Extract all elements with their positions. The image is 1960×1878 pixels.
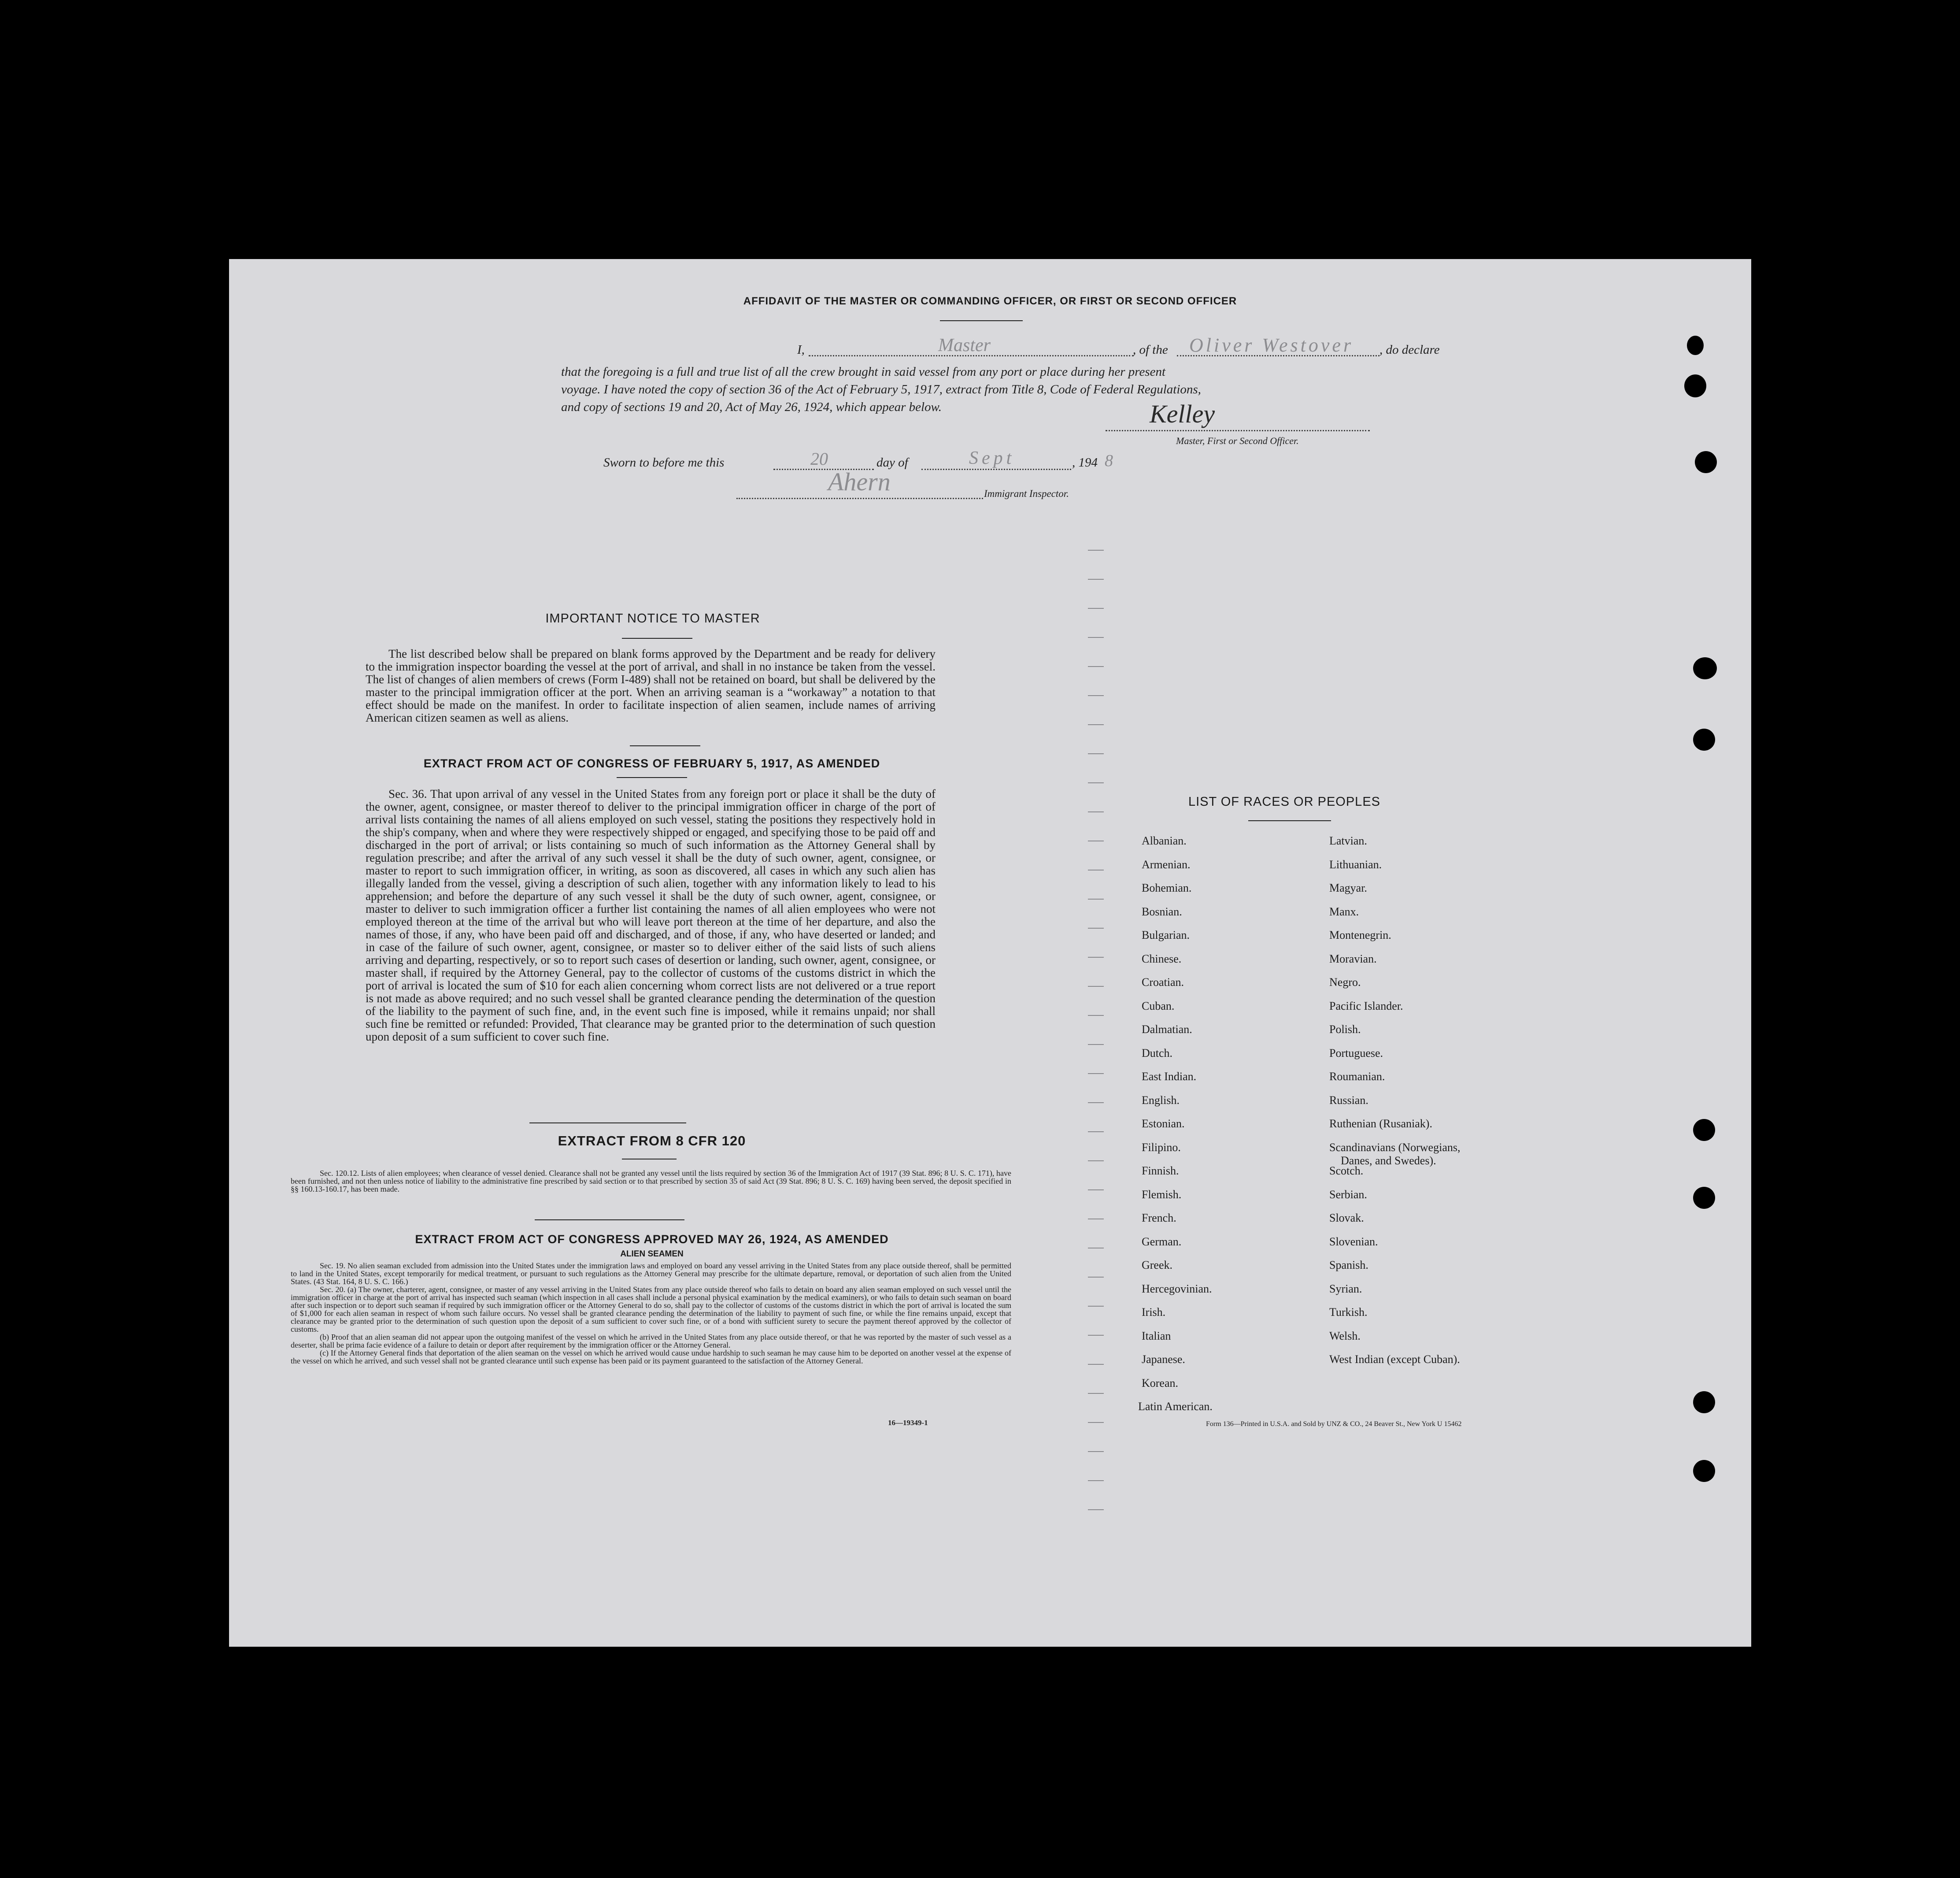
race-item: Danes, and Swedes). [1341, 1154, 1436, 1167]
tick-mark [1088, 928, 1104, 929]
race-item: Chinese. [1142, 952, 1182, 965]
race-item: Croatian. [1142, 976, 1184, 989]
race-item: Portuguese. [1329, 1046, 1383, 1059]
signature-caption: Master, First or Second Officer. [1176, 435, 1299, 446]
tick-mark [1088, 1422, 1104, 1423]
day-handwritten: 20 [810, 449, 828, 469]
race-item: Pacific Islander. [1329, 999, 1403, 1012]
race-item: Montenegrin. [1329, 929, 1391, 941]
of-the-label: , of the [1133, 343, 1168, 357]
month-handwritten: Sept [969, 448, 1015, 468]
races-rule [1248, 820, 1331, 821]
race-item: Moravian. [1329, 952, 1377, 965]
race-item: Dutch. [1142, 1046, 1173, 1059]
tick-mark [1088, 1306, 1104, 1307]
race-item: German. [1142, 1235, 1182, 1248]
cfr-end-rule [535, 1219, 684, 1220]
act1924-text [291, 1262, 1011, 1365]
race-item: Latvian. [1329, 834, 1367, 847]
year-handwritten: 8 [1105, 452, 1113, 470]
tick-mark [1088, 811, 1104, 812]
race-item: Irish. [1142, 1306, 1166, 1319]
race-item: Polish. [1329, 1023, 1361, 1036]
race-item: Italian [1142, 1329, 1171, 1342]
sworn-label: Sworn to before me this [603, 456, 725, 470]
act1924-title: EXTRACT FROM ACT OF CONGRESS APPROVED MAY 26, 1924, AS AMENDED [415, 1233, 889, 1246]
tick-mark [1088, 608, 1104, 609]
race-item: Filipino. [1142, 1141, 1181, 1154]
act1924-sec20c: (c) If the Attorney General finds that deportation of the alien seaman on the vessel on which he arrived would cause undue hardship to such seaman he may cause him to be deported on another vessel at the expense of the vessel on which he arrived, and such vessel shall not be granted clearance until such expense has been paid or its payment guaranteed to the satisfaction of the Attorney General. [291, 1348, 1011, 1365]
binder-hole [1684, 374, 1706, 397]
race-item: Welsh. [1329, 1329, 1361, 1342]
tick-mark [1088, 1277, 1104, 1278]
title-rule [940, 320, 1023, 321]
tick-mark [1088, 782, 1104, 783]
declaration-line-2: voyage. I have noted the copy of section 36 of the Act of February 5, 1917, extract from Title 8, Code of Federal Regulations, [561, 382, 1201, 396]
races-title: LIST OF RACES OR PEOPLES [1188, 795, 1381, 809]
binder-hole [1693, 1460, 1715, 1482]
race-item: Scotch. [1329, 1164, 1364, 1177]
race-item: West Indian (except Cuban). [1329, 1353, 1460, 1366]
race-item: Bulgarian. [1142, 929, 1190, 941]
sworn-line [603, 448, 1220, 473]
tick-mark [1088, 1015, 1104, 1016]
act1924-sec19: Sec. 19. No alien seaman excluded from admission into the United States under the immigration laws and employed on board any vessel arriving in the United States from any place outside thereof, shall be permitted to land in the United States, except temporarily for medical treatment, or pursuant to such regulations as the Attorney General may prescribe for the ultimate departure, removal, or deportation of such alien from the United States. (43 Stat. 164, 8 U. S. C. 166.) [291, 1261, 1011, 1286]
affidavit-title: AFFIDAVIT OF THE MASTER OR COMMANDING OFFICER, OR FIRST OR SECOND OFFICER [743, 295, 1237, 307]
race-item: Albanian. [1142, 834, 1187, 847]
tick-mark [1088, 1335, 1104, 1336]
act1917-text: Sec. 36. That upon arrival of any vessel in the United States from any foreign port or place it shall be the duty of the owner, agent, consignee, or master thereof to deliver to the principal immigration officer in charge of the port of arrival lists containing the names of all aliens employed on such vessel, stating the positions they respectively hold in the ship's company, when and where they were respectively shipped or engaged, and specifying those to be paid off and discharged in the port of arrival; or lists containing so much of such information as the Attorney General shall by regulation prescribe; and after the arrival of any such vessel it shall be the duty of such owner, agent, consignee, or master to report to such immigration officer, in writing, as soon as discovered, all cases in which any such alien has illegally landed from the vessel, giving a description of such alien, together with any information likely to lead to his apprehension; and before the departure of any such vessel it shall be the duty of such owner, agent, consignee, or master to deliver to such immigration officer a further list containing the names of all alien employees who were not employed thereon at the time of the arrival but who will leave port thereon at the time of her departure, and also the names of those, if any, who have been paid off and discharged, and of those, if any, who have deserted or landed; and in case of the failure of such owner, agent, consignee, or master so to deliver either of the said lists of such aliens arriving and departing, respectively, or so to report such cases of desertion or landing, such owner, agent, consignee, or master shall, if required by the Attorney General, pay to the collector of customs of the customs district in which the port of arrival is located the sum of $10 for each alien concerning whom correct lists are not delivered or a true report is not made as above required; and no such vessel shall be granted clearance pending the determination of the question of the liability to the payment of such fine, and, in the event such fine is imposed, while it remains unpaid; nor shall such fine be remitted or refunded: Provided, That clearance may be granted prior to the determination of such question upon deposit of a sum sufficient to cover such fine. [366, 787, 936, 1043]
tick-mark [1088, 666, 1104, 667]
act1917-title: EXTRACT FROM ACT OF CONGRESS OF FEBRUARY 5, 1917, AS AMENDED [423, 757, 880, 770]
notice-title: IMPORTANT NOTICE TO MASTER [545, 611, 760, 626]
tick-mark [1088, 550, 1104, 551]
race-item: East Indian. [1142, 1070, 1197, 1083]
binder-hole [1687, 336, 1704, 355]
declaration-line [564, 334, 1638, 359]
race-item: Finnish. [1142, 1164, 1179, 1177]
race-item: Manx. [1329, 905, 1359, 918]
tick-mark [1088, 695, 1104, 696]
race-item: Slovak. [1329, 1211, 1364, 1224]
tick-mark [1088, 1364, 1104, 1365]
year-label: , 194 [1072, 456, 1098, 470]
notice-text: The list described below shall be prepared on blank forms approved by the Department and be ready for delivery to the immigration inspector boarding the vessel at the port of arrival, and shall in no instance be taken from the vessel. The list of changes of alien members of crews (Form I-489) shall not be retained on board, but shall be delivered by the master to the principal immigration officer at the port. When an arriving seaman is a “workaway” a notation to that effect should be made on the manifest. In order to facilitate inspection of alien seamen, include names of arriving American citizen seamen as well as aliens. [366, 647, 936, 724]
race-item: Bohemian. [1142, 882, 1192, 894]
binder-hole [1693, 1119, 1715, 1141]
race-item: Ruthenian (Rusaniak). [1329, 1117, 1432, 1130]
race-item: Flemish. [1142, 1188, 1182, 1201]
form-footer-note: Form 136—Printed in U.S.A. and Sold by UNZ & CO., 24 Beaver St., New York U 15462 [1206, 1420, 1462, 1428]
race-item: Roumanian. [1329, 1070, 1385, 1083]
binder-hole [1693, 729, 1715, 751]
race-item: Slovenian. [1329, 1235, 1378, 1248]
cfr-title: EXTRACT FROM 8 CFR 120 [558, 1133, 746, 1148]
signature-line [1106, 428, 1370, 431]
inspector-caption: Immigrant Inspector. [984, 488, 1069, 499]
tick-mark [1088, 753, 1104, 754]
tick-mark [1088, 1131, 1104, 1132]
tick-mark [1088, 1189, 1104, 1190]
race-item: Bosnian. [1142, 905, 1182, 918]
race-item: Lithuanian. [1329, 858, 1382, 871]
tick-mark [1088, 637, 1104, 638]
tick-mark [1088, 1480, 1104, 1481]
race-item: French. [1142, 1211, 1176, 1224]
race-item: Scandinavians (Norwegians, [1329, 1141, 1461, 1154]
race-item: Estonian. [1142, 1117, 1185, 1130]
tick-mark [1088, 899, 1104, 900]
document-sheet [229, 259, 1751, 1647]
tick-mark [1088, 579, 1104, 580]
race-item: Armenian. [1142, 858, 1191, 871]
act1917-rule [617, 777, 687, 778]
declaration-line-1: that the foregoing is a full and true list of all the crew brought in said vessel from any port or place during her present [561, 365, 1166, 379]
race-item: Russian. [1329, 1093, 1368, 1107]
act1924-sec20b: (b) Proof that an alien seaman did not appear upon the outgoing manifest of the vessel on which he arrived in the United States from any place outside thereof, or that he was reported by the master of such vessel as a deserter, shall be prima facie evidence of a failure to detain or deport after requirement by the immigration officer or the Attorney General. [291, 1333, 1011, 1349]
notice-rule [622, 638, 692, 639]
race-item: Cuban. [1142, 999, 1175, 1012]
notice-end-rule [630, 745, 700, 746]
tick-mark [1088, 1451, 1104, 1452]
tick-mark [1088, 1044, 1104, 1045]
binder-hole [1693, 657, 1717, 679]
i-label: I, [797, 343, 805, 357]
race-item: Negro. [1329, 976, 1361, 989]
master-signature: Kelley [1150, 400, 1215, 428]
act1924-subtitle: ALIEN SEAMEN [620, 1249, 684, 1259]
form-code: 16—19349-1 [888, 1419, 928, 1427]
declaration-line-3: and copy of sections 19 and 20, Act of May 26, 1924, which appear below. [561, 400, 942, 414]
act1917-end-rule [529, 1122, 686, 1123]
race-item: Serbian. [1329, 1188, 1367, 1201]
tick-mark [1088, 1509, 1104, 1510]
act1924-sec20a: Sec. 20. (a) The owner, charterer, agent, consignee, or master of any vessel arriving in the United States from any place outside thereof who fails to detain on board any alien seaman employed on such vessel until the immigration officer in charge at the port of arrival has inspected such seaman (which inspection in all cases shall include a personal physical examination by the medical examiners), or who fails to detain such seaman on board after such inspection or to deport such seaman if required by such immigration officer or the Attorney General to do so, shall pay to the collector of customs of the customs district in which the port of arrival is located the sum of $1,000 for each alien seaman in respect of whom such failure occurs. No vessel shall be granted clearance pending the determination of the liability to payment of such fine, or while the fine remains unpaid, except that clearance may be granted prior to the determination of such question upon the deposit of a sum sufficient to cover such fine, or of a bond with sufficient surety to secure the payment thereof approved by the collector of customs. [291, 1285, 1011, 1333]
cfr-text: Sec. 120.12. Lists of alien employees; when clearance of vessel denied. Clearance shall not be granted any vessel until the lists required by section 36 of the Immigration Act of 1917 (39 Stat. 896; 8 U. S. C. 171), have been furnished, and not then unless notice of liability to the administrative fine prescribed by said section or to that prescribed by section 35 of said Act (39 Stat. 896; 8 U. S. C. 169) having been served, the deposit specified in §§ 160.13-160.17, has been made. [291, 1169, 1011, 1193]
tick-mark [1088, 957, 1104, 958]
tick-mark [1088, 1393, 1104, 1394]
race-item: Dalmatian. [1142, 1023, 1192, 1036]
tick-mark [1088, 724, 1104, 725]
race-item: Japanese. [1142, 1353, 1185, 1366]
vessel-handwritten: Oliver Westover [1189, 334, 1354, 356]
race-item: Greek. [1142, 1259, 1173, 1271]
binder-hole [1695, 451, 1717, 473]
race-item: Magyar. [1329, 882, 1367, 894]
race-item: Spanish. [1329, 1259, 1368, 1271]
race-item: Hercegovinian. [1142, 1282, 1212, 1295]
inspector-signature: Ahern [828, 467, 891, 496]
race-item: Turkish. [1329, 1306, 1368, 1319]
inspector-line [736, 496, 983, 499]
declare-label: , do declare [1379, 343, 1440, 357]
race-item: Latin American. [1138, 1400, 1213, 1413]
name-handwritten: Master [938, 335, 991, 356]
tick-mark [1088, 1073, 1104, 1074]
binder-hole [1693, 1187, 1715, 1209]
race-item: English. [1142, 1093, 1180, 1107]
race-item: Syrian. [1329, 1282, 1362, 1295]
tick-mark [1088, 986, 1104, 987]
tick-mark [1088, 1102, 1104, 1103]
tick-mark [1088, 1160, 1104, 1161]
binder-hole [1693, 1391, 1715, 1413]
day-of-label: day of [876, 456, 908, 470]
race-item: Korean. [1142, 1376, 1179, 1389]
